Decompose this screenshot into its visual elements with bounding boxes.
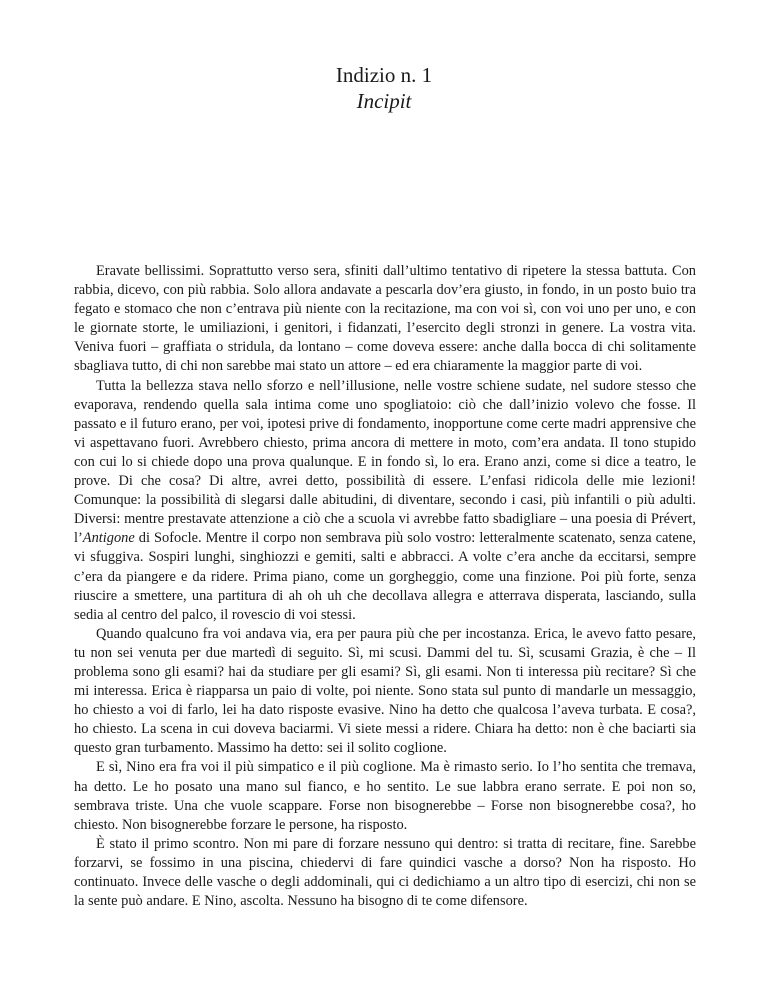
paragraph-1: Eravate bellissimi. Soprattutto verso sera, sfiniti dall’ultimo tentativo di ripetere la stessa battuta. Con rabbia, dicevo, con più rabbia. Solo allora andavate a pescarla dov’era giusto, in fondo, in un posto buio tra fegato e stomaco che non c’entrava più niente con la recitazione, ma con voi sì, con voi uno per uno, e con le giornate storte, le umiliazioni, i genitori, i fidanzati, l’esercito degli stronzi in genere. La vostra vita. Veniva fuori – graffiata o stridula, da lontano – come doveva essere: anche dalla bocca di chi solitamente sbagliava tutto, di chi non sarebbe mai stato un attore – ed era chiaramente la maggior parte di voi.	[74, 263, 696, 375]
chapter-body	[74, 262, 696, 911]
paragraph-2-text-after: di Sofocle. Mentre il corpo non sembrava più solo vostro: letteralmente scatenato, senza catene, vi sfuggiva. Sospiri lunghi, singhiozzi e gemiti, salti e abbracci. A volte c’era anche da eccitarsi, sempre c’era da piangere e da ridere. Prima piano, come un gorgheggio, come una finzione. Poi più forte, senza riuscire a smettere, una partitura di ah oh uh che decollava allegra e atterrava disperata, lasciando, sulla sedia al centro del palco, il rovescio di voi stessi.	[74, 530, 696, 623]
paragraph-2	[74, 377, 696, 625]
paragraph-2-text-before: Tutta la bellezza stava nello sforzo e nell’illusione, nelle vostre schiene sudate, nel sudore stesso che evaporava, rendendo quella sala intima come uno spogliatoio: ciò che dall’inizio volevo che fosse. Il passato e il futuro erano, per voi, ipotesi prive di fondamento, inopportune come certe madri apprensive che vi aspettavano fuori. Avrebbero chiesto, prima ancora di mettere in moto, com’era andata. Il tono stupido con cui lo si chiede dopo una prova qualunque. E in fondo sì, lo era. Erano anzi, come si dice a teatro, le prove. Di che cosa? Di altre, avrei detto, possibilità di essere. L’enfasi ridicola delle mie lezioni! Comunque: la possibilità di slegarsi dalle abitudini, di diventare, secondo i casi, più infantili o più adulti. Diversi: mentre prestavate attenzione a ciò che a scuola vi avrebbe fatto sbadigliare – una poesia di Prévert, l’	[74, 377, 696, 547]
paragraph-5: È stato il primo scontro. Non mi pare di forzare nessuno qui dentro: si tratta di recitare, fine. Sarebbe forzarvi, se fossimo in una piscina, chiedervi di fare quindici vasche a dorso? Non ha risposto. Ho continuato. Invece delle vasche o degli addominali, qui ci dedichiamo a un altro tipo di esercizi, chi non se la sente può andare. E Nino, ascolta. Nessuno ha bisogno di te come difensore.	[74, 835, 696, 910]
book-title-italic: Antigone	[82, 530, 135, 547]
chapter-heading	[0, 62, 768, 114]
paragraph-4: E sì, Nino era fra voi il più simpatico e il più coglione. Ma è rimasto serio. Io l’ho sentita che tremava, ha detto. Le ho posato una mano sul fianco, e ho sentito. Le sue labbra erano serrate. E poi non so, sembrava triste. Una che vuole scappare. Forse non bisognerebbe – Forse non bisognerebbe cosa?, ho chiesto. Non bisognerebbe forzare le persone, ha risposto.	[74, 759, 696, 833]
paragraph-3: Quando qualcuno fra voi andava via, era per paura più che per incostanza. Erica, le avevo fatto pesare, tu non sei venuta per due martedì di seguito. Sì, mi scusi. Dammi del tu. Sì, scusami Grazia, è che – Il problema sono gli esami? hai da studiare per gli esami? Sì, gli esami. Non ti interessa più recitare? Sì che mi interessa. Erica è riapparsa un paio di volte, poi niente. Sono stata sul punto di mandarle un messaggio, ho chiesto a voi di farlo, lei ha dato risposte evasive. Nino ha detto che qualcosa l’aveva turbata. E cosa?, ho chiesto. La scena in cui doveva baciarmi. Vi siete messi a ridere. Chiara ha detto: non è che baciarti sia questo gran turbamento. Massimo ha detto: sei il solito coglione.	[74, 625, 696, 757]
chapter-title: Indizio n. 1	[335, 63, 433, 87]
chapter-subtitle: Incipit	[356, 89, 412, 113]
